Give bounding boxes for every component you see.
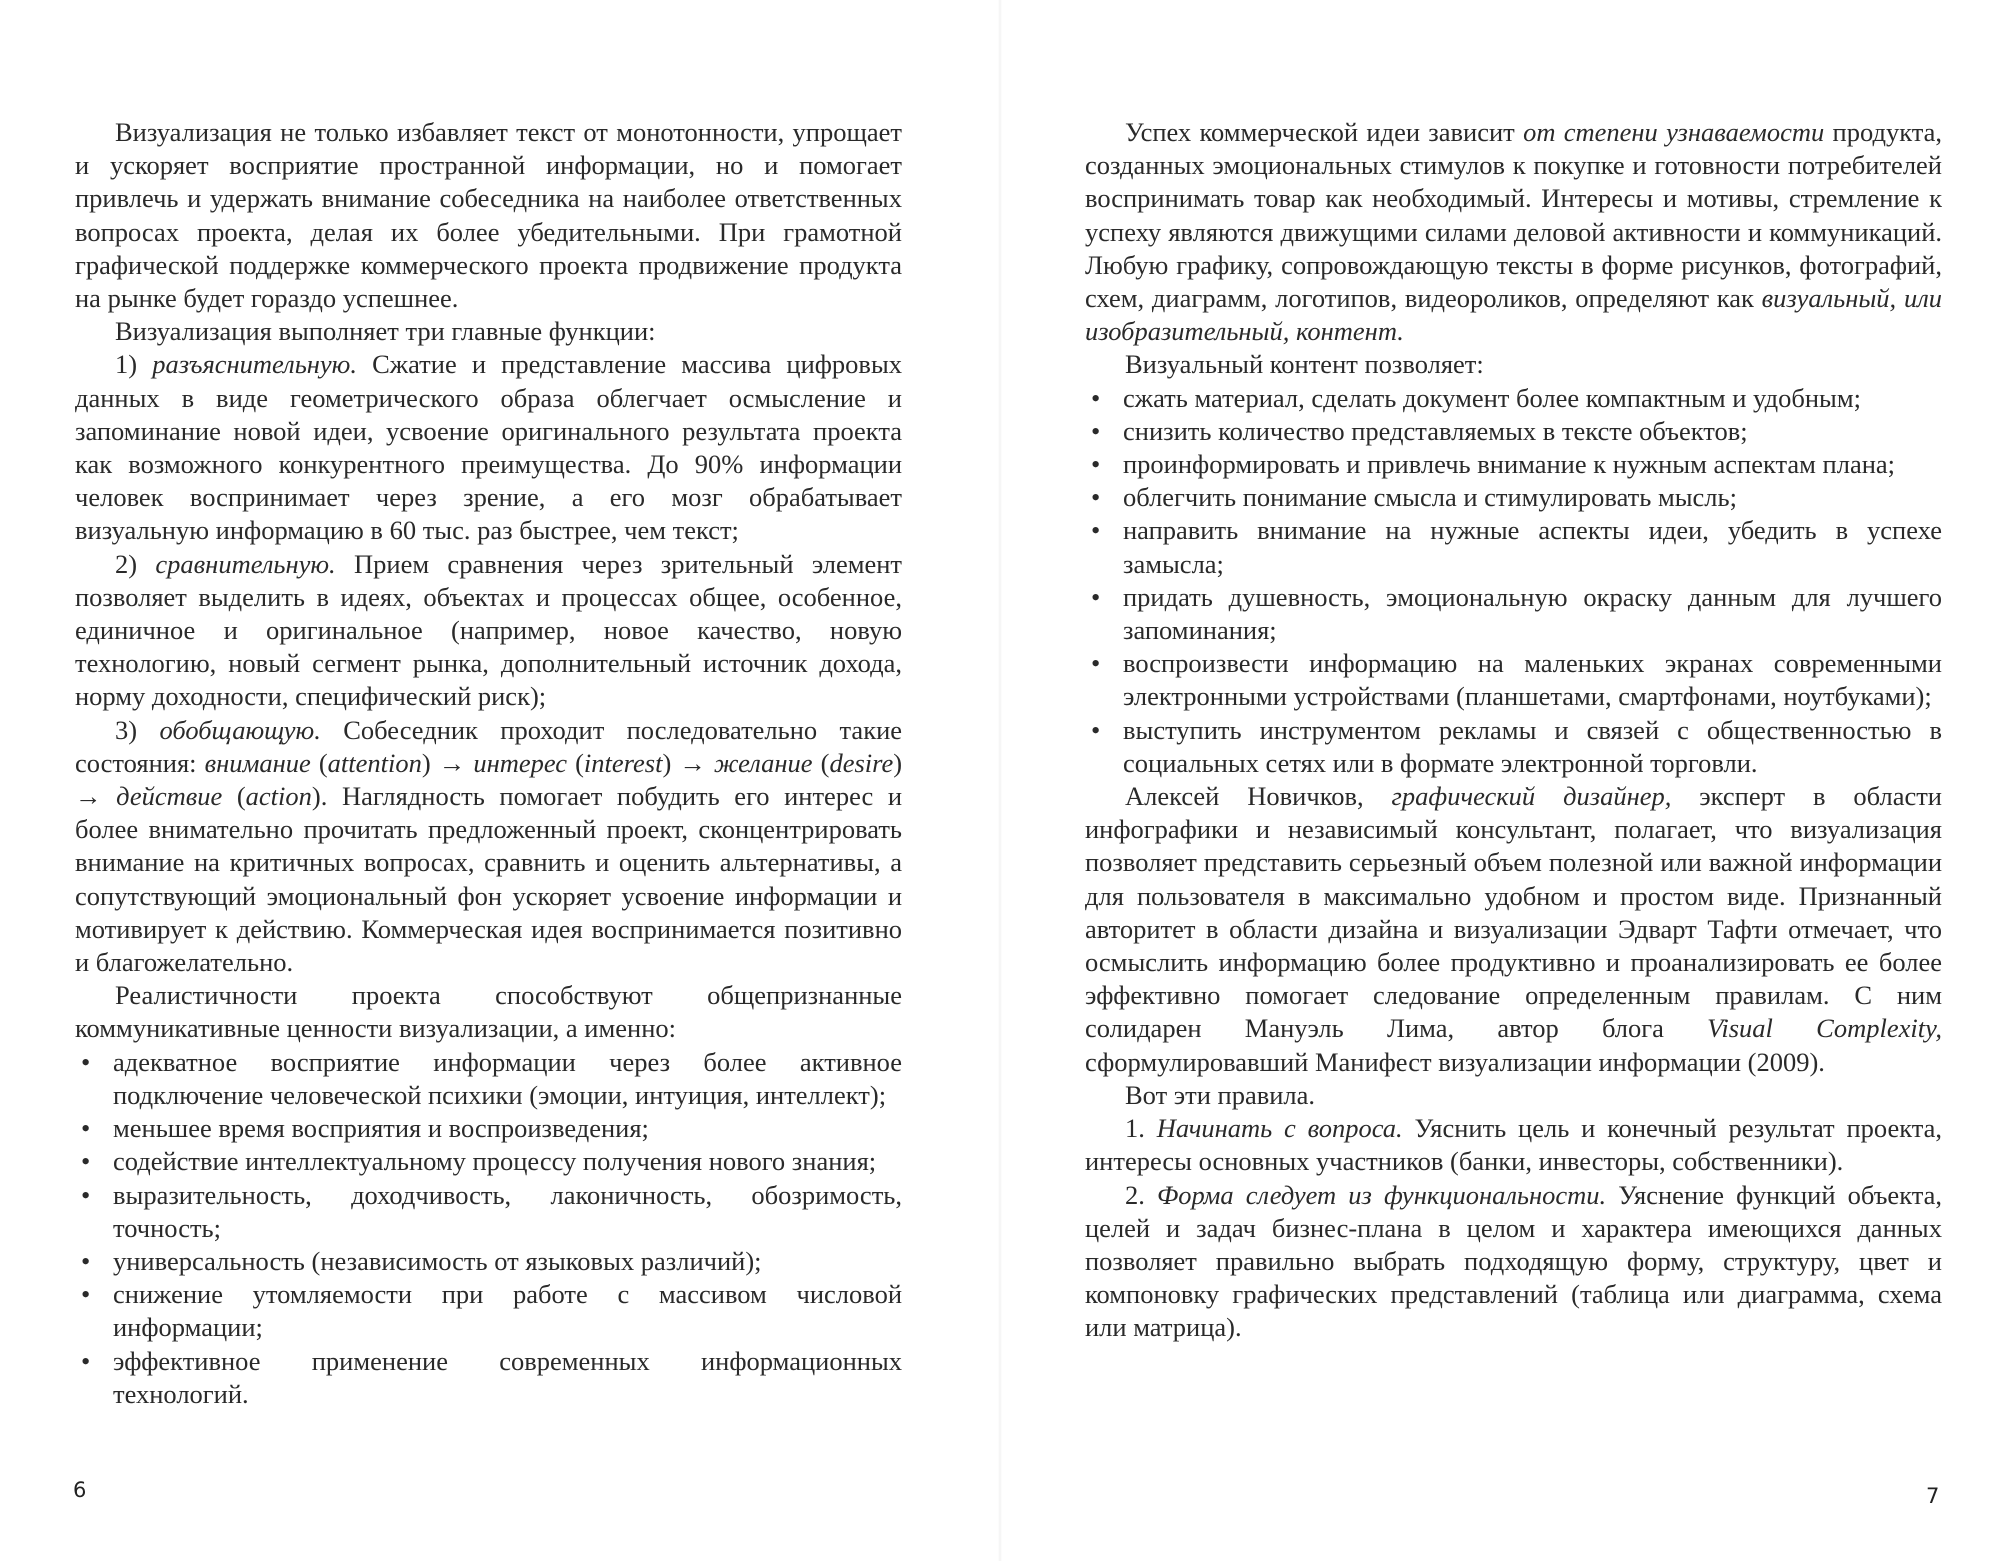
aida-description: Наглядность помогает побудить его интерес и более внимательно прочитать предложенный проект, сконцентрировать внимание на критичных вопросах, сравнить и оценить альтернативы, а сопутствующий эмоциональный фон ускоряет усвоение информации и мотивирует к действию. Коммерческая идея воспринимается позитивно и благожелательно.: [75, 781, 903, 978]
arrow-icon: →: [679, 747, 706, 778]
function-item: 3) обобщающую. Собеседник проходит последовательно такие состояния: внимание (attention) → интерес (interest) → желание (desire) → действие (action). Наглядность помогает побудить его интерес и более внимательно прочитать предложенный проект, сконцентрировать внимание на критичных вопросах, сравнить и оценить альтернативы, а сопутствующий эмоциональный фон ускоряет усвоение информации и мотивирует к действию. Коммерческая идея воспринимается позитивно и благожелательно.: [75, 714, 903, 978]
list-item: • меньшее время восприятия и воспроизведения;: [75, 1112, 902, 1145]
text-span: продукта, созданных эмоциональных стимулов к покупке и готовности потребителей воспринимать товар как необходимый. Интересы и мотивы, стремление к успеху являются движущими силами деловой активности и коммуникаций. Любую графику, сопровождающую тексты в форме рисунков, фотографий, схем, диаграмм, логотипов, видеороликов, определяют как: [1085, 117, 1943, 314]
function-term: разъяснительную.: [152, 349, 357, 380]
arrow-icon: →: [438, 747, 466, 778]
function-term: сравнительную.: [155, 548, 336, 579]
rule-title: Форма следует из функциональности.: [1156, 1179, 1607, 1210]
list-item: • проинформировать и привлечь внимание к нужным аспектам плана;: [1085, 448, 1942, 481]
function-text: Собеседник проходит последовательно такие состояния:: [75, 714, 903, 778]
list-item: • содействие интеллектуальному процессу получения нового знания;: [75, 1145, 902, 1178]
list-item: • универсальность (независимость от языковых различий);: [75, 1245, 902, 1278]
text-span: эксперт в области инфографики и независимый консультант, полагает, что визуализация позволяет представить серьезный объем полезной или важной информации для пользователя в максимально удобном и простом виде. Признанный авторитет в области дизайна и визуализации Эдварт Тафти отмечает, что осмыслить информацию более продуктивно и проанализировать ее более эффективно помогает следование определенным правилам. С ним солидарен Мануэль Лима, автор блога: [1085, 781, 1942, 1044]
aida-stage-en: action: [245, 781, 312, 812]
list-item: • сжать материал, сделать документ более компактным и удобным;: [1085, 382, 1942, 415]
rule-title: Начинать с вопроса.: [1156, 1113, 1403, 1144]
rule-text: Уяснить цель и конечный результат проекта, интересы основных участников (банки, инвесторы, собственники).: [1085, 1113, 1943, 1177]
function-text: Прием сравнения через зрительный элемент позволяет выделить в идеях, объектах и процессах общее, особенное, единичное и оригинальное (например, новое качество, новую технологию, новый сегмент рынка, дополнительный источник дохода, норму доходности, специфический риск);: [75, 548, 903, 712]
paragraph: Визуализация выполняет три главные функции:: [115, 316, 656, 347]
list-item: • эффективное применение современных информационных технологий.: [75, 1345, 902, 1411]
paragraph: [1085, 780, 1942, 1079]
content-list: [1085, 382, 1942, 780]
paragraph: Вот эти правила.: [1125, 1079, 1316, 1110]
rule-number: 1.: [1125, 1113, 1145, 1144]
list-item: • выразительность, доходчивость, лаконичность, обозримость, точность;: [75, 1179, 902, 1245]
paragraph: Визуализация не только избавляет текст от монотонности, упрощает и ускоряет восприятие пространной информации, но и помогает привлечь и удержать внимание собеседника на наиболее ответственных вопросах проекта, делая их более убедительными. При грамотной графической поддержке коммерческого проекта продвижение продукта на рынке будет гораздо успешнее.: [75, 117, 902, 314]
list-item: • воспроизвести информацию на маленьких экранах современными электронными устройствами (планшетами, смартфонами, ноутбуками);: [1085, 647, 1942, 713]
text-span: Успех коммерческой идеи зависит: [1125, 117, 1515, 147]
values-intro: Реалистичности проекта способствуют общепризнанные коммуникативные ценности визуализации, а именно:: [75, 980, 902, 1044]
list-item: • снизить количество представляемых в тексте объектов;: [1085, 415, 1942, 448]
aida-stage: интерес: [473, 747, 568, 778]
list-item: • придать душевность, эмоциональную окраску данным для лучшего запоминания;: [1085, 581, 1942, 647]
aida-stage: желание: [713, 747, 813, 778]
aida-stage-en: attention: [327, 747, 422, 778]
aida-stage-en: desire: [829, 747, 894, 778]
page-number: 6: [73, 1478, 87, 1502]
italic-term: визуальный, или изобразительный, контент.: [1085, 283, 1942, 347]
rule-number: 2.: [1125, 1179, 1145, 1210]
list-item: • адекватное восприятие информации через более активное подключение человеческой психики (эмоции, интуиция, интеллект);: [75, 1046, 902, 1112]
list-item: • направить внимание на нужные аспекты идеи, убедить в успехе замысла;: [1085, 514, 1942, 580]
function-number: 3): [115, 714, 138, 745]
page-number: 7: [1926, 1484, 1940, 1508]
function-text: Сжатие и представление массива цифровых данных в виде геометрического образа облегчает осмысление и запоминание новой идеи, усвоение оригинального результата проекта как возможного конкурентного преимущества. До 90% информации человек воспринимает через зрение, а его мозг обрабатывает визуальную информацию в 60 тыс. раз быстрее, чем текст;: [75, 349, 902, 546]
function-number: 1): [115, 349, 138, 380]
italic-term: от степени узнаваемости: [1523, 117, 1825, 147]
function-term: обобщающую.: [159, 714, 321, 745]
arrow-icon: →: [75, 781, 102, 812]
list-item: • выступить инструментом рекламы и связей с общественностью в социальных сетях или в формате электронной торговли.: [1085, 714, 1942, 780]
function-number: 2): [115, 548, 138, 579]
text-span: Алексей Новичков,: [1125, 781, 1364, 812]
rule-item: [1085, 1179, 1942, 1345]
aida-stage: внимание: [204, 747, 311, 778]
rule-item: [1085, 1112, 1942, 1178]
aida-stage-en: interest: [583, 747, 663, 778]
italic-term: графический дизайнер,: [1391, 781, 1672, 812]
rule-text: Уяснение функций объекта, целей и задач бизнес-плана в целом и характера имеющихся данных позволяет правильно выбрать подходящую форму, структуру, цвет и компоновку графических представлений (таблица или диаграмма, схема или матрица).: [1085, 1179, 1943, 1343]
list-item: • облегчить понимание смысла и стимулировать мысль;: [1085, 481, 1942, 514]
text-span: сформулировавший Манифест визуализации информации (2009).: [1085, 1046, 1825, 1077]
blog-name: Visual Complexity,: [1707, 1013, 1943, 1044]
paragraph: [1085, 116, 1942, 348]
paragraph: Визуальный контент позволяет:: [1125, 349, 1484, 380]
aida-stage: действие: [116, 781, 223, 812]
list-item: • снижение утомляемости при работе с массивом числовой информации;: [75, 1278, 902, 1344]
right-page-text: [1085, 116, 1942, 1345]
